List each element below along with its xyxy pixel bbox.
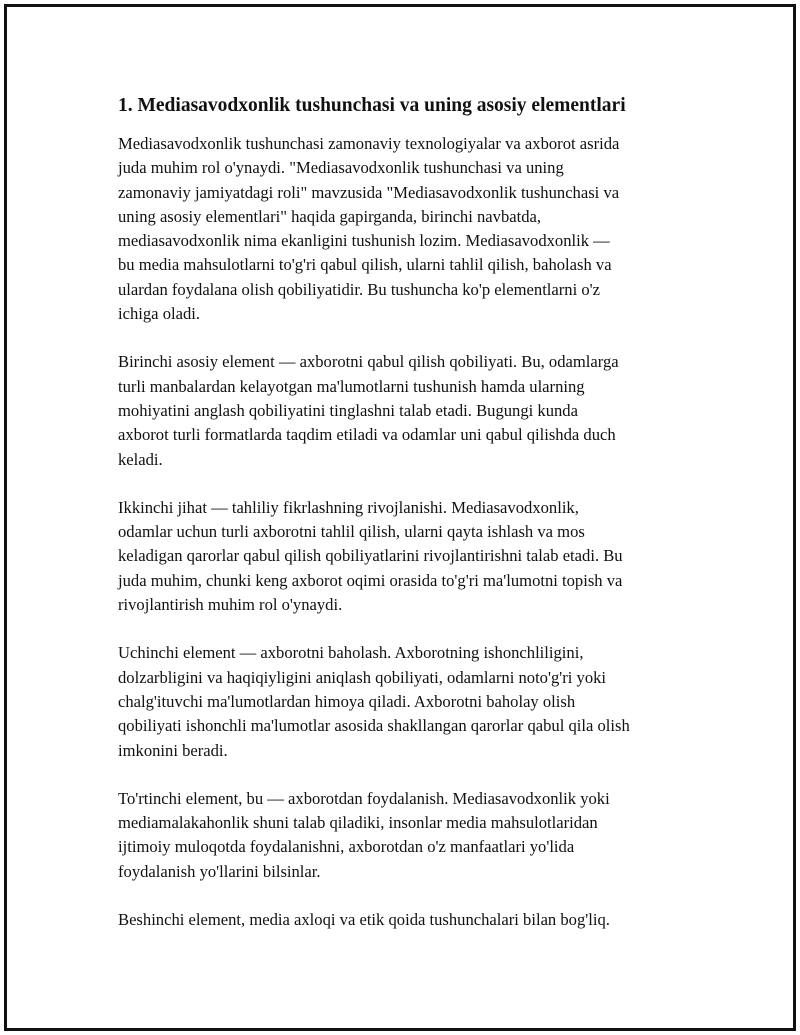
paragraph-third-element bbox=[118, 641, 688, 762]
text-line: Birinchi asosiy element — axborotni qabul qilish qobiliyati. Bu, odamlarga bbox=[118, 352, 619, 372]
text-line: keladi. bbox=[118, 449, 163, 469]
text-line: juda muhim rol o'ynaydi. "Mediasavodxonlik tushunchasi va uning bbox=[118, 158, 564, 178]
paragraph-fourth-element bbox=[118, 787, 688, 884]
text-line: axborot turli formatlarda taqdim etiladi va odamlar uni qabul qilishda duch bbox=[118, 425, 616, 445]
text-line: turli manbalardan kelayotgan ma'lumotlarni tushunish hamda ularning bbox=[118, 376, 585, 396]
text-line: qobiliyati ishonchli ma'lumotlar asosida shakllangan qarorlar qabul qila olish bbox=[118, 716, 630, 736]
text-line: ichiga oladi. bbox=[118, 304, 201, 324]
text-line: odamlar uchun turli axborotni tahlil qilish, ularni qayta ishlash va mos bbox=[118, 522, 585, 542]
text-line: dolzarbligini va haqiqiyligini aniqlash qobiliyati, odamlarni noto'g'ri yoki bbox=[118, 667, 607, 687]
text-line: keladigan qarorlar qabul qilish qobiliyatlarini rivojlantirishni talab etadi. Bu bbox=[118, 546, 623, 566]
text-line: Ikkinchi jihat — tahliliy fikrlashning rivojlanishi. Mediasavodxonlik, bbox=[118, 497, 579, 517]
paragraph-fifth-element bbox=[118, 908, 688, 932]
text-line: mediasavodxonlik nima ekanligini tushunish lozim. Mediasavodxonlik — bbox=[118, 231, 610, 251]
paragraph-first-element bbox=[118, 350, 688, 471]
text-line: uning asosiy elementlari" haqida gapirganda, birinchi navbatda, bbox=[118, 206, 542, 226]
text-line: mohiyatini anglash qobiliyatini tinglashni talab etadi. Bugungi kunda bbox=[118, 400, 578, 420]
text-line: ijtimoiy muloqotda foydalanishni, axborotdan o'z manfaatlari yo'lida bbox=[118, 837, 575, 857]
text-line: chalg'ituvchi ma'lumotlardan himoya qiladi. Axborotni baholay olish bbox=[118, 691, 576, 711]
document-body bbox=[118, 93, 688, 956]
text-line: Uchinchi element — axborotni baholash. Axborotning ishonchliligini, bbox=[118, 643, 584, 663]
text-line: Mediasavodxonlik tushunchasi zamonaviy texnologiyalar va axborot asrida bbox=[118, 134, 620, 153]
text-line: rivojlantirish muhim rol o'ynaydi. bbox=[118, 595, 343, 615]
text-line: To'rtinchi element, bu — axborotdan foydalanish. Mediasavodxonlik yoki bbox=[118, 788, 610, 808]
text-line: Beshinchi element, media axloqi va etik qoida tushunchalari bilan bog'liq. bbox=[118, 910, 610, 930]
text-line: foydalanish yo'llarini bilsinlar. bbox=[118, 861, 321, 881]
section-heading: 1. Mediasavodxonlik tushunchasi va uning asosiy elementlari bbox=[118, 95, 626, 116]
text-line: ulardan foydalana olish qobiliyatidir. Bu tushuncha ko'p elementlarni o'z bbox=[118, 279, 601, 299]
paragraph-second-aspect bbox=[118, 496, 688, 617]
text-line: zamonaviy jamiyatdagi roli" mavzusida "Mediasavodxonlik tushunchasi va bbox=[118, 182, 620, 202]
text-line: bu media mahsulotlarni to'g'ri qabul qilish, ularni tahlil qilish, baholash va bbox=[118, 255, 612, 275]
text-line: mediamalakahonlik shuni talab qiladiki, insonlar media mahsulotlaridan bbox=[118, 813, 598, 833]
paragraph-intro bbox=[118, 132, 688, 326]
text-line: juda muhim, chunki keng axborot oqimi orasida to'g'ri ma'lumotni topish va bbox=[118, 570, 623, 590]
text-line: imkonini beradi. bbox=[118, 740, 228, 760]
